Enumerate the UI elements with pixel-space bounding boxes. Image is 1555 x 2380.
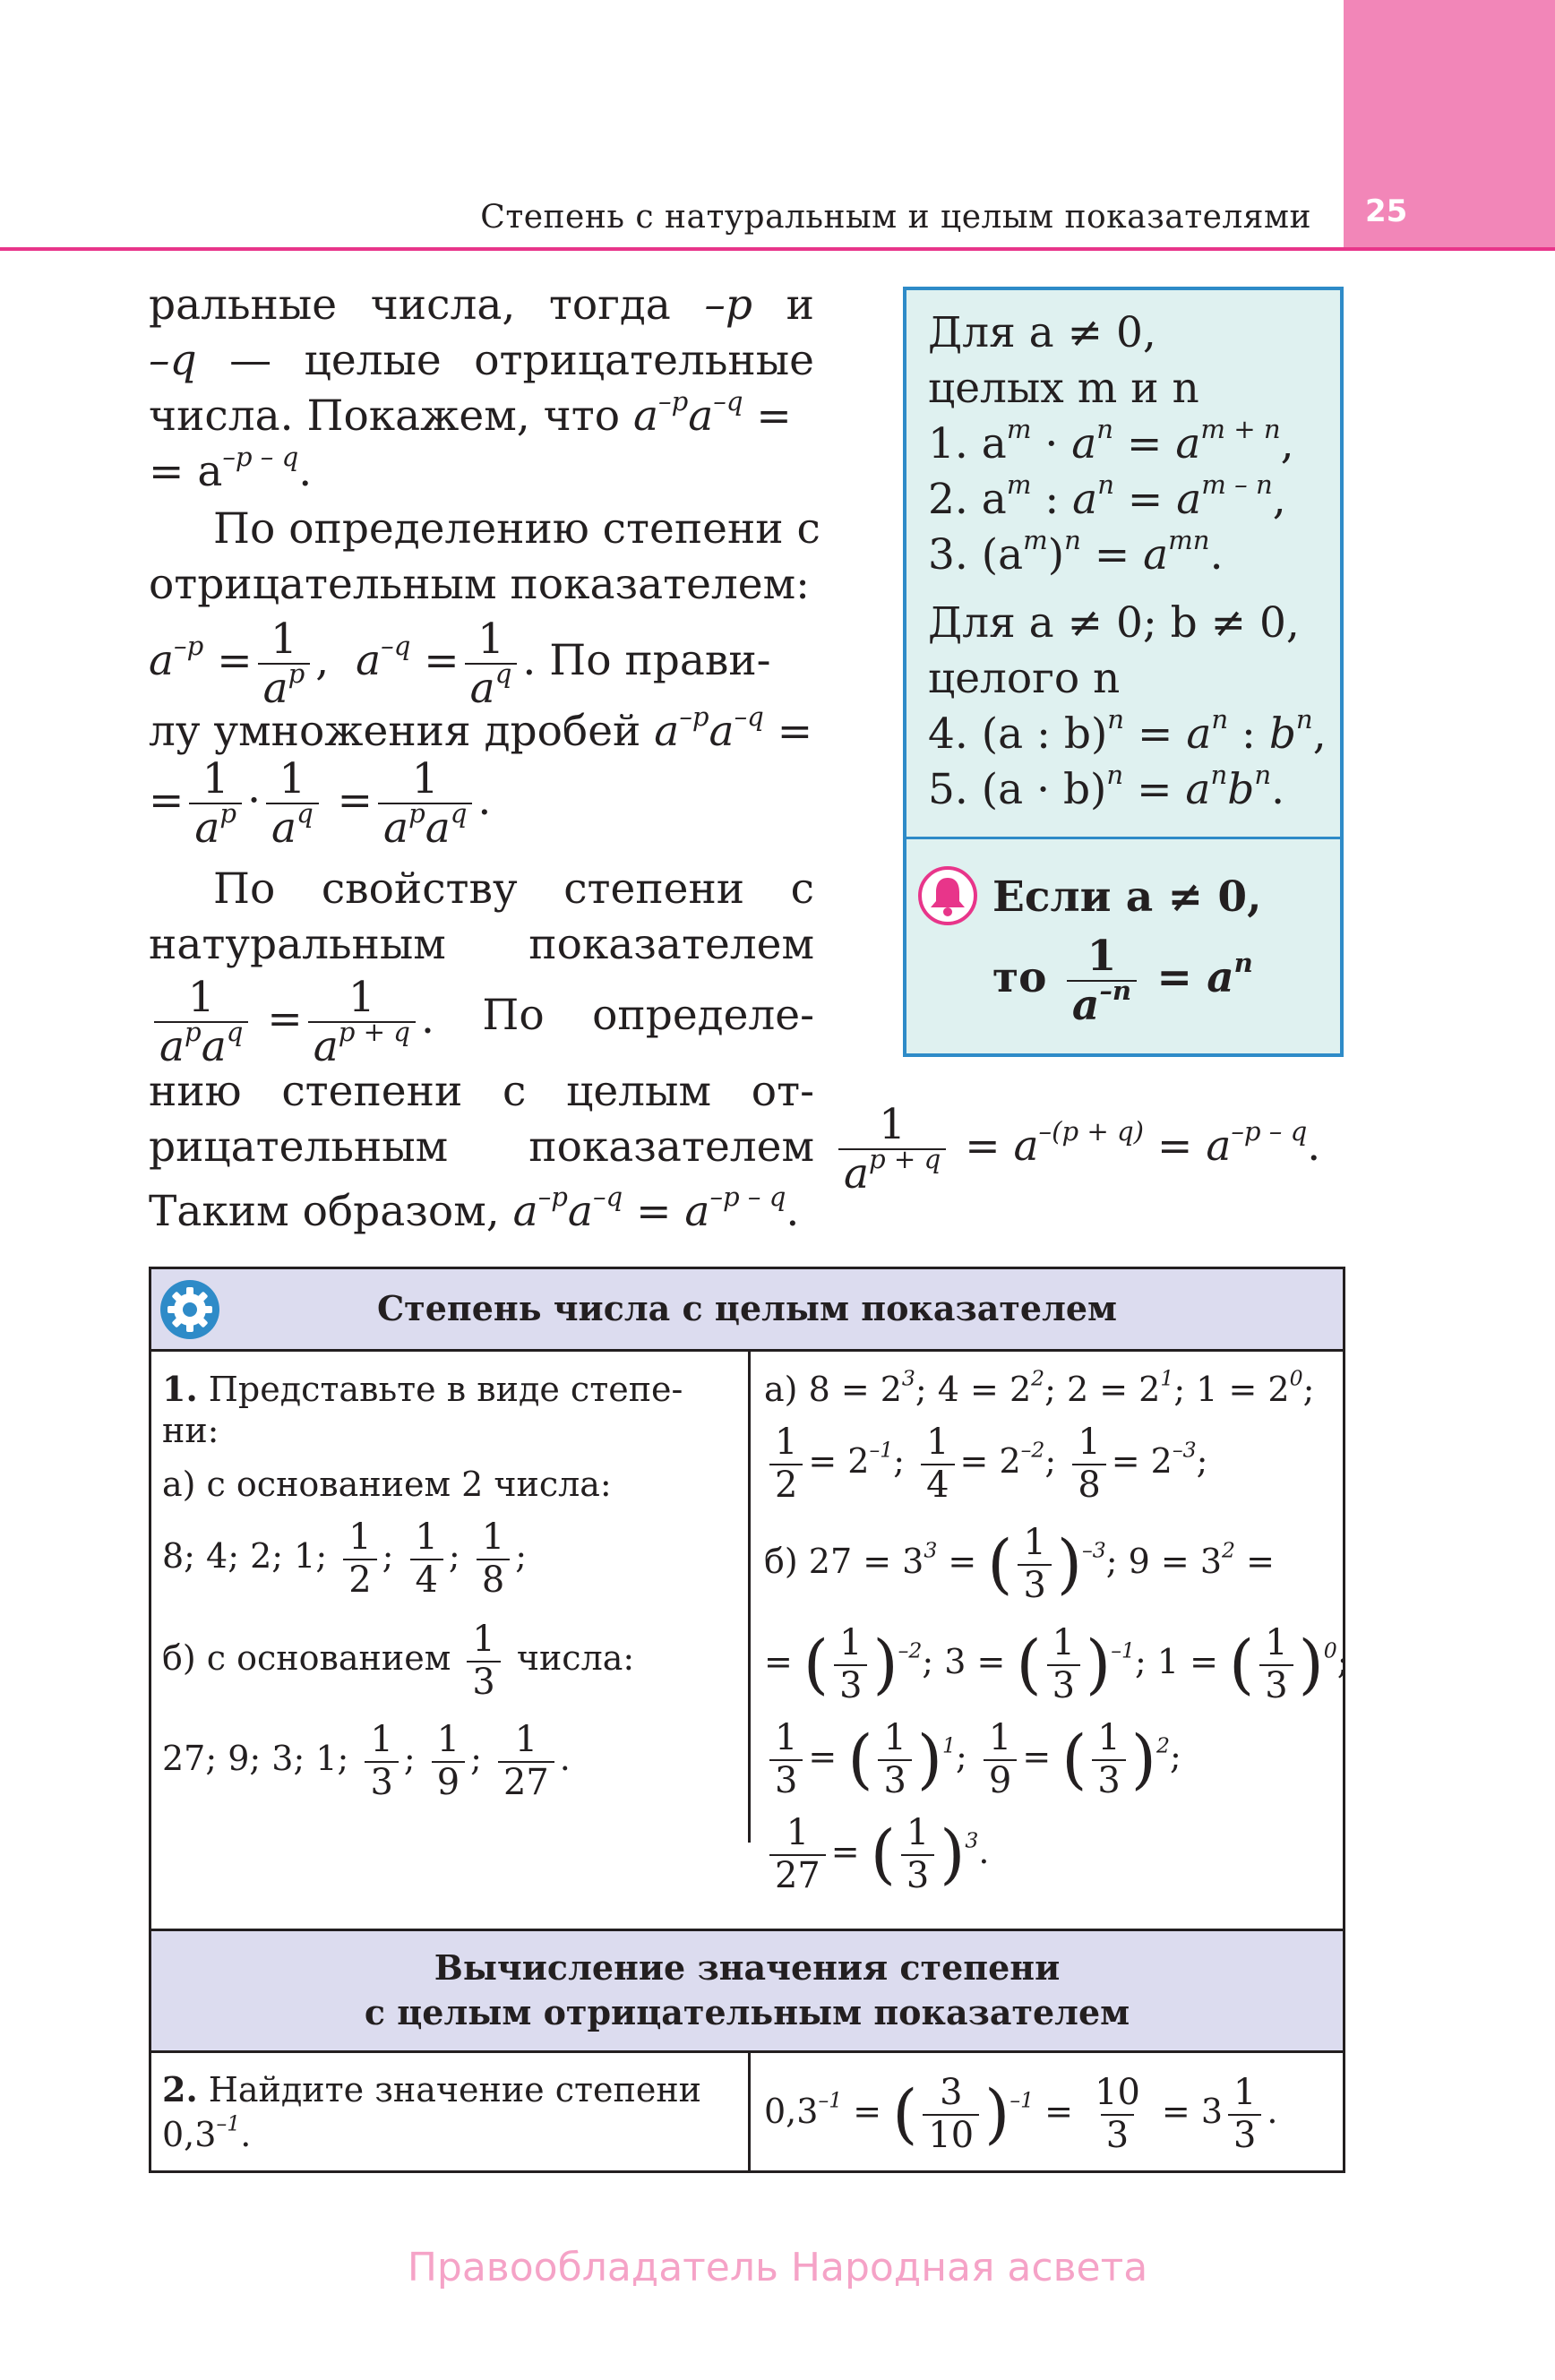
text-line: рицательным показателем	[149, 1122, 814, 1172]
rules-line: целых m и n	[928, 364, 1199, 413]
text-line: –q — целые отрицательные	[149, 336, 814, 385]
rule-3: 3. $(a^m)^n = a^{mn}$.	[928, 525, 1224, 580]
table-section-header: Вычисление значения степени с целым отрицательным показателем	[151, 1931, 1343, 2053]
answer-1-a: $\frac{1}{2}$ = $2^{-1}$; $\frac{1}{4}$ = $2^{-2}$; $\frac{1}{8}$ = $2^{-3}$;	[764, 1416, 1207, 1506]
rule-2: 2. $a^m$ : $a^n = a^{m - n}$,	[928, 469, 1286, 524]
column-divider	[748, 1352, 751, 1843]
answer-1-b: = ( $\frac{1}{3}$ )$^{-2}$; 3 = ( $\frac{1}{3}$ )$^{-1}$; 1 = ( $\frac{1}{3}$ )$^0$;	[764, 1621, 1349, 1706]
task-1-a-label: а) с основанием 2 числа:	[162, 1465, 612, 1504]
running-head: Степень с натуральным и целым показателями	[480, 199, 1311, 236]
bell-icon	[917, 865, 978, 926]
tip-line: Если a ≠ 0,	[992, 872, 1262, 922]
rule-4: 4. (a : $b)^n = a^n$ : $b^n$,	[928, 704, 1327, 759]
text-line: числа. Покажем, что $a^{-p}a^{-q}$ =	[149, 386, 792, 441]
text-line: лу умножения дробей $a^{-p}a^{-q}$ =	[149, 701, 813, 756]
text-line: = $a^{-p - q}$.	[149, 442, 313, 496]
text-line: По свойству степени с	[213, 864, 814, 914]
rules-line: Для a ≠ 0; b ≠ 0,	[928, 598, 1300, 648]
page-number: 25	[1365, 193, 1408, 229]
answer-1-a: а) $8 = 2^3$; $4 = 2^2$; $2 = 2^1$; $1 = 2^0$;	[764, 1365, 1315, 1409]
task-2-title: $0,3^{-1}$.	[162, 2110, 252, 2154]
answer-1-b: $\frac{1}{27}$ = ( $\frac{1}{3}$ )$^3$.	[764, 1807, 990, 1896]
formula-line: = $\frac{1}{a^p}$ · $\frac{1}{a^q}$ = $\frac{1}{a^pa^q}$ .	[149, 754, 492, 853]
text-line: нию степени с целым от-	[149, 1067, 814, 1116]
formula-line: $\frac{1}{a^{p + q}}$ = $a^{-(p + q)} = a^{-p - q}$.	[833, 1104, 1353, 1195]
task-1-a-numbers: 8; 4; 2; 1; $\frac{1}{2}$ ; $\frac{1}{4}$ ; $\frac{1}{8}$ ;	[162, 1516, 528, 1601]
task-1-title: 1. Представьте в виде степе-	[162, 1369, 683, 1409]
answer-1-b: б) $27 = 3^3$ = ( $\frac{1}{3}$ )$^{-3}$; $9 = 3^2$ =	[764, 1521, 1275, 1606]
task-2-title: 2. Найдите значение степени	[162, 2069, 702, 2109]
formula-line: $a^{-p}$ = $\frac{1}{a^p}$ , $a^{-q}$ = $\frac{1}{a^q}$ . По прави-	[149, 614, 771, 713]
gear-icon	[159, 1278, 221, 1341]
text-line: натуральным показателем	[149, 920, 814, 969]
rules-divider	[906, 837, 1340, 839]
task-1-title: ни:	[162, 1411, 219, 1450]
text-line: Таким образом, $a^{-p}a^{-q} = a^{-p - q}$.	[149, 1181, 800, 1236]
table-section-header: Степень числа с целым показателем	[151, 1269, 1343, 1352]
rule-1: 1. $a^m \cdot a^n = a^{m + n}$,	[928, 414, 1294, 468]
text-line: отрицательным показателем:	[149, 560, 811, 609]
worked-examples-table	[149, 1267, 1349, 2173]
header-rule	[0, 247, 1555, 251]
rule-5: 5. $(a \cdot b)^n = a^nb^n$.	[928, 760, 1285, 814]
answer-2: $0,3^{-1}$ = ( $\frac{3}{10}$ )$^{-1}$ = $\frac{10}{3}$ = 3 $\frac{1}{3}$ .	[764, 2071, 1278, 2156]
task-1-b-numbers: 27; 9; 3; 1; $\frac{1}{3}$ ; $\frac{1}{9}$ ; $\frac{1}{27}$ .	[162, 1718, 571, 1803]
rules-line: целого n	[928, 654, 1121, 703]
column-divider	[748, 2053, 751, 2173]
task-1-b-label: б) с основанием $\frac{1}{3}$ числа:	[162, 1618, 635, 1703]
tip-formula: то $\frac{1}{a^{-n}}$ = $a^n$	[992, 932, 1253, 1030]
text-line: ральные числа, тогда –p и	[149, 280, 814, 330]
text-line: По определению степени с	[213, 504, 820, 554]
answer-1-b: $\frac{1}{3}$ = ( $\frac{1}{3}$ )$^1$; $\frac{1}{9}$ = ( $\frac{1}{3}$ )$^2$;	[764, 1712, 1181, 1801]
rules-line: Для a ≠ 0,	[928, 308, 1156, 357]
formula-line: $\frac{1}{a^pa^q}$ = $\frac{1}{a^{p + q}}$ . По определе-	[149, 976, 814, 1068]
rules-box	[903, 287, 1344, 1057]
copyright-watermark: Правообладатель Народная асвета	[407, 2245, 1148, 2290]
